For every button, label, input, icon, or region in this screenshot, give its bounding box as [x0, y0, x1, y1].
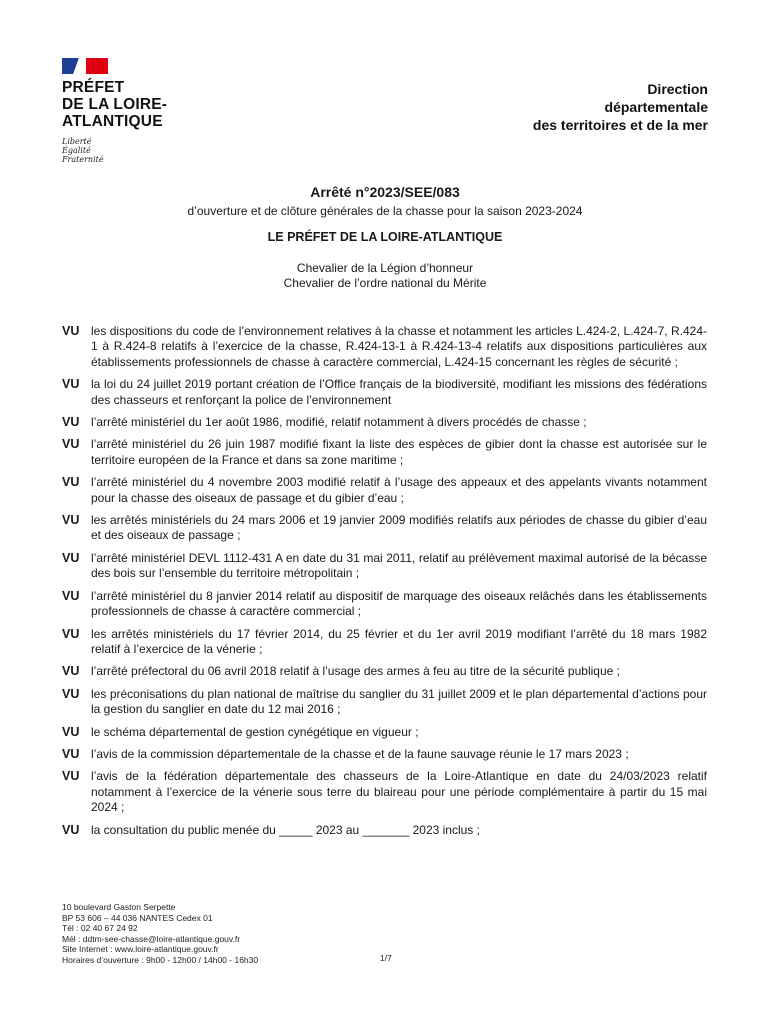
- vu-text: les préconisations du plan national de maîtrise du sanglier du 31 juillet 2009 et le plan départemental d’actions pour la gestion du sanglier en date du 12 mai 2016 ;: [91, 686, 707, 717]
- vu-label: VU: [62, 746, 80, 761]
- vu-item: [62, 437, 707, 468]
- direction-block: [533, 80, 708, 134]
- vu-label: VU: [62, 686, 80, 701]
- footer-line: Mél : ddtm-see-chasse@loire-atlantique.gouv.fr: [62, 933, 241, 944]
- devise-line: Égalité: [62, 146, 91, 155]
- vu-list: [62, 324, 707, 845]
- vu-item: [62, 589, 707, 620]
- vu-text: la loi du 24 juillet 2019 portant création de l’Office français de la biodiversité, modifiant les missions des fédérations des chasseurs et renforçant la police de l’environnement: [91, 377, 707, 407]
- prefet-title: LE PRÉFET DE LA LOIRE-ATLANTIQUE: [267, 230, 503, 244]
- vu-item: [62, 769, 707, 815]
- marianne-flag-icon: [62, 58, 108, 74]
- vu-label: VU: [62, 626, 80, 641]
- prefet-wordmark: [62, 79, 192, 130]
- vu-text: l’arrêté ministériel du 8 janvier 2014 relatif au dispositif de marquage des oiseaux relâchés dans les établissements professionnels de chasse à caractère commercial ;: [91, 588, 707, 619]
- vu-text: l’arrêté ministériel du 26 juin 1987 modifié fixant la liste des espèces de gibier dont la chasse est autorisée sur le territoire européen de la France et dans sa zone maritime ;: [91, 437, 707, 467]
- prefet-line: DE LA LOIRE-: [62, 96, 168, 113]
- footer-line: Site Internet : www.loire-atlantique.gouv.fr: [62, 944, 219, 954]
- devise-line: Liberté: [62, 137, 92, 146]
- footer-line: 10 boulevard Gaston Serpette: [62, 902, 176, 912]
- vu-text: l’avis de la commission départementale de la chasse et de la faune sauvage réunie le 17 mars 2023 ;: [91, 746, 629, 761]
- page-number: 1/7: [380, 953, 392, 963]
- vu-label: VU: [62, 377, 80, 392]
- devise: [62, 137, 192, 164]
- prefet-line: PRÉFET: [62, 79, 125, 96]
- vu-text: la consultation du public menée du _____ 2023 au _______ 2023 inclus ;: [91, 822, 480, 837]
- footer-line: Tél : 02 40 67 24 92: [62, 923, 138, 933]
- arrete-title: Arrêté n°2023/SEE/083: [310, 184, 460, 200]
- vu-item: [62, 513, 707, 544]
- prefecture-logo: [62, 58, 192, 164]
- vu-item: [62, 324, 707, 370]
- vu-label: VU: [62, 415, 80, 430]
- vu-label: VU: [62, 588, 80, 603]
- arrete-subtitle: d’ouverture et de clôture générales de la chasse pour la saison 2023-2024: [187, 204, 583, 218]
- vu-label: VU: [62, 324, 80, 338]
- vu-item: [62, 664, 707, 679]
- vu-text: le schéma départemental de gestion cynégétique en vigueur ;: [91, 724, 419, 739]
- vu-item: [62, 627, 707, 658]
- vu-text: l’arrêté ministériel du 1er août 1986, modifié, relatif notamment à divers procédés de chasse ;: [91, 415, 587, 430]
- vu-label: VU: [62, 475, 80, 490]
- vu-text: l’arrêté préfectoral du 06 avril 2018 relatif à l’usage des armes à feu au titre de la sécurité publique ;: [91, 664, 620, 679]
- vu-item: [62, 377, 707, 408]
- direction-line: départementale: [604, 99, 708, 115]
- direction-line: des territoires et de la mer: [532, 117, 708, 133]
- honneur-line: Chevalier de l’ordre national du Mérite: [283, 276, 487, 290]
- vu-label: VU: [62, 513, 80, 528]
- vu-item: [62, 687, 707, 718]
- devise-line: Fraternité: [62, 155, 104, 164]
- vu-item: [62, 551, 707, 582]
- vu-item: [62, 823, 707, 838]
- vu-label: VU: [62, 437, 80, 452]
- footer-address: [62, 902, 258, 965]
- footer-line: Horaires d’ouverture : 9h00 - 12h00 / 14h00 - 16h30: [62, 954, 259, 965]
- vu-text: l’avis de la fédération départementale des chasseurs de la Loire-Atlantique en date du 24/03/2023 relatif notamment à l’exercice de la vénerie sous terre du blaireau pour une période complémentaire à partir du 15 mai 2024 ;: [91, 769, 707, 815]
- vu-item: [62, 475, 707, 506]
- direction-line: Direction: [647, 81, 708, 97]
- vu-label: VU: [62, 724, 80, 739]
- honneur-block: [0, 261, 770, 291]
- vu-text: l’arrêté ministériel DEVL 1112-431 A en date du 31 mai 2011, relatif au prélèvement maximal autorisé de la bécasse des bois sur l’ensemble du territoire métropolitain ;: [91, 550, 707, 581]
- vu-label: VU: [62, 822, 80, 837]
- footer-line: BP 53 606 – 44 036 NANTES Cedex 01: [62, 912, 213, 923]
- vu-label: VU: [62, 769, 80, 784]
- vu-label: VU: [62, 664, 80, 679]
- vu-text: les arrêtés ministériels du 17 février 2014, du 25 février et du 1er avril 2019 modifiant l’arrêté du 18 mars 1982 relatif à l’exercice de la vénerie ;: [91, 626, 707, 656]
- vu-item: [62, 725, 707, 740]
- vu-item: [62, 747, 707, 762]
- prefet-line: ATLANTIQUE: [62, 113, 163, 130]
- vu-item: [62, 415, 707, 430]
- vu-label: VU: [62, 550, 80, 565]
- vu-text: les arrêtés ministériels du 24 mars 2006 et 19 janvier 2009 modifiés relatifs aux périodes de chasse du gibier d’eau et des oiseaux de passage ;: [91, 513, 707, 543]
- vu-text: l’arrêté ministériel du 4 novembre 2003 modifié relatif à l’usage des appeaux et des appelants vivants notamment pour la chasse des oiseaux de passage et du gibier d’eau ;: [91, 475, 707, 505]
- honneur-line: Chevalier de la Légion d’honneur: [296, 261, 474, 275]
- vu-text: les dispositions du code de l’environnement relatives à la chasse et notamment les articles L.424-2, L.424-7, R.424-1 à R.424-8 relatifs à l’exercice de la chasse, R.424-13-1 à R.424-13-4 relatifs aux dispositions particulières aux établissements professionnels de chasse à caractère commercial, L.424-15 concernant les règles de sécurité ;: [91, 324, 707, 369]
